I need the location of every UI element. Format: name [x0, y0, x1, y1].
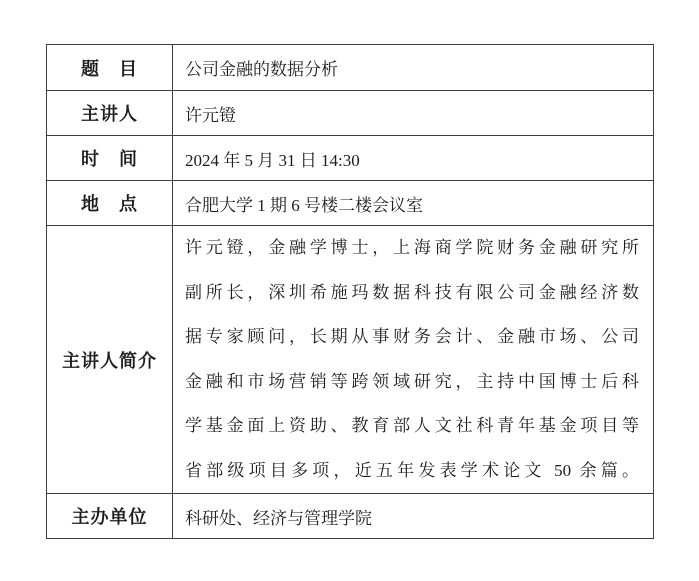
row-time	[47, 136, 654, 181]
row-organizer	[47, 494, 654, 539]
row-label: 地 点	[47, 181, 173, 226]
bio-line: 学基金面上资助、教育部人文社科青年基金项目等	[185, 416, 639, 435]
bio-line: 据专家顾问，长期从事财务会计、金融市场、公司	[185, 327, 639, 346]
row-label: 题 目	[47, 45, 173, 91]
row-location	[47, 181, 654, 226]
row-title	[47, 45, 654, 91]
row-value: 公司金融的数据分析	[173, 45, 654, 91]
row-label: 主讲人简介	[47, 226, 173, 494]
bio-line: 许元镫，金融学博士，上海商学院财务金融研究所	[185, 238, 639, 257]
row-value	[173, 226, 654, 494]
row-label: 时 间	[47, 136, 173, 181]
row-value: 合肥大学 1 期 6 号楼二楼会议室	[173, 181, 654, 226]
bio-line: 省部级项目多项，近五年发表学术论文 50 余篇。	[185, 460, 639, 480]
bio-paragraph	[185, 226, 639, 493]
row-speaker	[47, 91, 654, 136]
row-value: 许元镫	[173, 91, 654, 136]
row-label: 主讲人	[47, 91, 173, 136]
row-label: 主办单位	[47, 494, 173, 539]
row-value: 科研处、经济与管理学院	[173, 494, 654, 539]
bio-line: 副所长，深圳希施玛数据科技有限公司金融经济数	[185, 282, 639, 302]
seminar-info-table	[46, 44, 654, 539]
row-value: 2024 年 5 月 31 日 14:30	[173, 136, 654, 181]
row-bio	[47, 226, 654, 494]
bio-line: 金融和市场营销等跨领域研究，主持中国博士后科	[185, 371, 639, 391]
